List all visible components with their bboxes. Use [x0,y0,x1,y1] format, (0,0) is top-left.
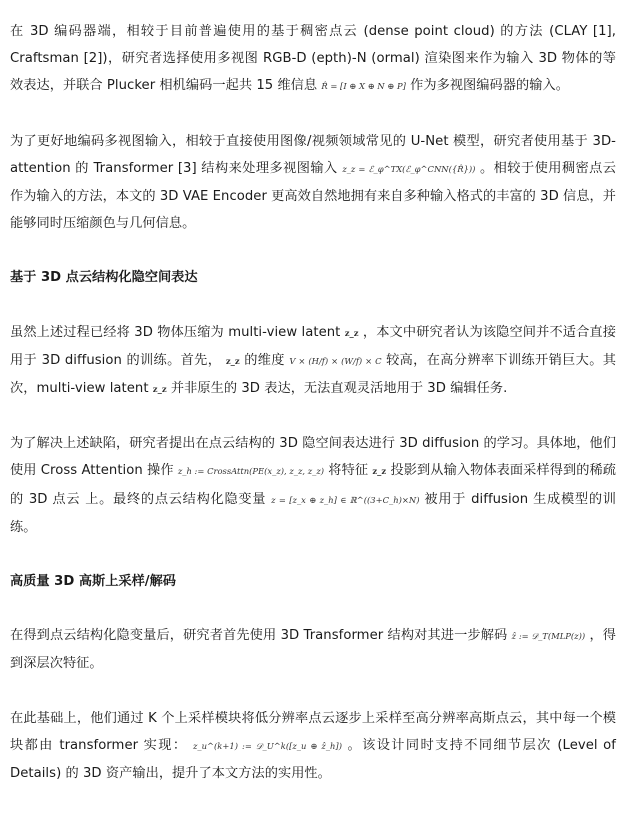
text: 在此基础上，他们通过 K 个上采样模块将低分辨率点云逐步上采样至高分辨率高斯点云，其中每一个模块都由 transformer 实现： [10,710,616,753]
formula-encoder: z_z = ℰ_φ^TX(ℰ_φ^CNN({R̂})) [342,163,476,174]
paragraph-transformer-decode [10,622,616,677]
text: 在 3D 编码器端，相较于目前普遍使用的基于稠密点云 (dense point cloud) 的方法 (CLAY [1], Craftsman [2])，研究者选择使用多视图 RGB-D (epth)-N (ormal) 渲染图来作为输入 3D 物体的等效表达，并联合 Plucker 相机编码一起共 15 维信息 [10,24,616,94]
formula-input-representation: R̂ = [I ⊕ X ⊕ N ⊕ P] [321,81,406,92]
section-heading-point-cloud-latent: 基于 3D 点云结构化隐空间表达 [10,270,198,286]
text: 虽然上述过程已经将 3D 物体压缩为 multi-view latent [10,324,345,340]
formula-dimension: V × (H/f) × (W/f) × C [289,355,382,366]
paragraph-latent-limitations [10,319,616,404]
text: 。该设计同时支持不同细节层次 (Level of Details) 的 3D 资产输出，提升了本文方法的实用性。 [10,737,616,782]
text: ，本文中研究者认为该隐空间并不适合直接用于 3D diffusion 的训练。首先， [10,324,616,368]
formula-latent: z_z [344,327,359,338]
paragraph-multiview-transformer [10,128,616,238]
section-heading-gaussian-upsampling: 高质量 3D 高斯上采样/解码 [10,574,176,590]
paragraph-cross-attention [10,430,616,541]
text: 的维度 [239,352,290,368]
text: 为了更好地编码多视图输入，相较于直接使用图像/视频领域常见的 U-Net 模型，研究者使用基于 3D-attention 的 Transformer [3] 结构来处理多视图输入 [10,133,616,176]
paragraph-upsampling-modules [10,705,616,788]
text: 将特征 [324,463,373,479]
formula-upsampling: z_u^(k+1) := 𝒟_U^k([z_u ⊕ ẑ_h]) [193,740,342,751]
text: 。相较于使用稠密点云作为输入的方法，本文的 3D VAE Encoder 更高效自然地拥有来自多种输入格式的丰富的 3D 信息，并能够同时压缩颜色与几何信息。 [10,160,616,232]
text: 被用于 diffusion 生成模型的训练。 [10,491,616,535]
text: 并非原生的 3D 表达，无法直观灵活地用于 3D 编辑任务. [166,381,508,397]
paragraph-encoder-input [10,18,616,101]
formula-latent: z_z [152,384,167,395]
formula-latent: z_z [372,466,387,477]
text: 投影到从输入物体表面采样得到的稀疏的 3D 点云 上。最终的点云结构化隐变量 [10,463,616,507]
text: 在得到点云结构化隐变量后，研究者首先使用 3D Transformer 结构对其进一步解码 [10,628,512,644]
formula-latent: z_z [225,355,240,366]
text: ，得到深层次特征。 [10,628,616,672]
formula-cross-attention: z_h := CrossAttn(PE(x_z), z_z, z_z) [177,466,325,477]
formula-structured-latent: z = [z_x ⊕ z_h] ∈ ℝ^((3+C_h)×N) [271,494,420,505]
text: 作为多视图编码器的输入。 [405,78,569,94]
formula-decoder: ẑ := 𝒟_T(MLP(z)) [511,631,586,642]
text: 为了解决上述缺陷，研究者提出在点云结构的 3D 隐空间表达进行 3D diffusion 的学习。具体地，他们使用 Cross Attention 操作 [10,436,616,479]
text: 较高，在高分辨率下训练开销巨大。其次，multi-view latent [10,352,617,397]
